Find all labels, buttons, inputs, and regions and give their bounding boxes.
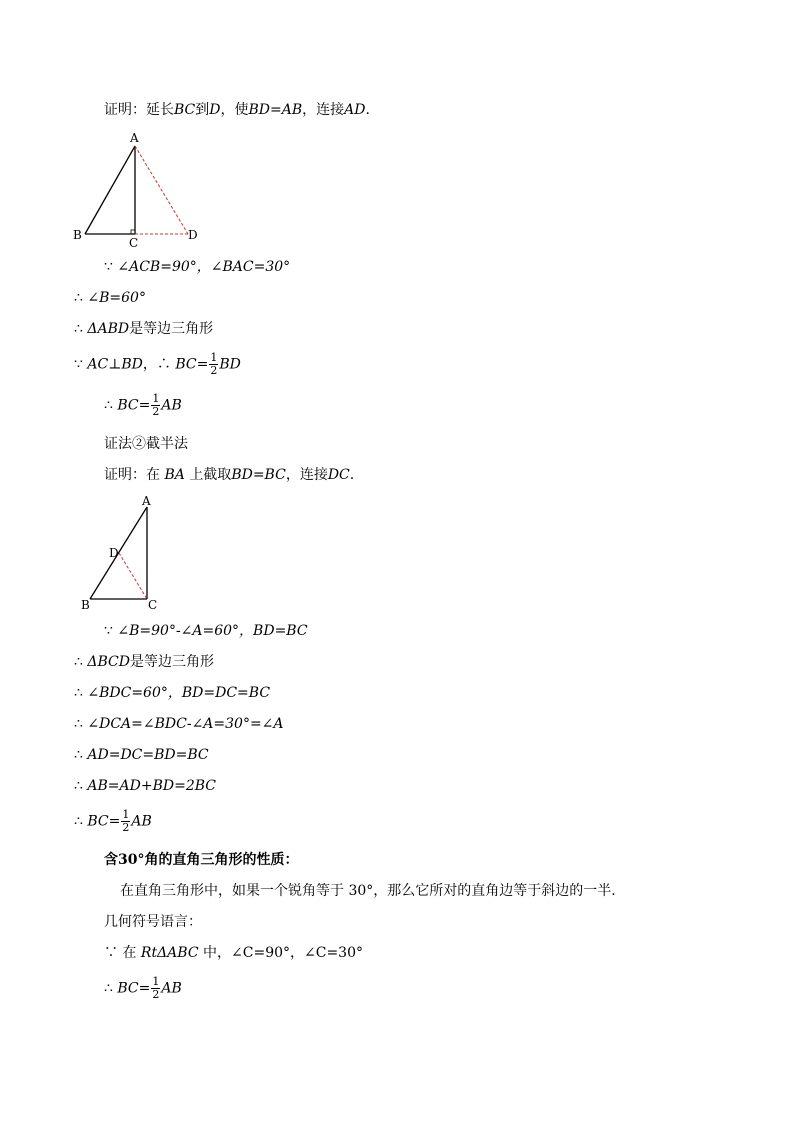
proof2-line-7: ∴ BC= $\frac{1}{2}$ AB [74, 808, 152, 834]
fig2-label-b: B [81, 598, 90, 612]
property-heading: 含30°角的直角三角形的性质： [104, 852, 299, 868]
proof1-line-4: ∵ AC⊥BD，∴ BC= $\frac{1}{2}$ BD [74, 351, 241, 377]
proof1-line-5: ∴ BC= $\frac{1}{2}$ AB [104, 392, 182, 418]
proof2-line-4: ∴ ∠DCA=∠BDC-∠A=30°=∠A [74, 716, 284, 732]
proof2-line-5: ∴ AD=DC=BD=BC [74, 747, 209, 763]
proof2-line-6: ∴ AB=AD+BD=2BC [74, 778, 216, 794]
fraction-one-half: $\frac{1}{2}$ [152, 392, 160, 418]
fraction-one-half: $\frac{1}{2}$ [152, 975, 160, 1001]
fig1-dashed-ad [135, 146, 188, 234]
proof2-method: 证法②截半法 [104, 436, 188, 452]
fig1-side-ab [85, 146, 135, 234]
property-line-1: ∵ 在 RtΔABC 中，∠C=90°，∠C=30° [104, 945, 363, 961]
proof2-intro: 证明：在 BA 上截取BD=BC，连接DC. [104, 467, 355, 483]
property-symbolic-label: 几何符号语言： [104, 914, 202, 930]
fig2-dashed-dc [119, 553, 147, 599]
fig2-label-c: C [148, 598, 158, 612]
proof1-line-1: ∵ ∠ACB=90°，∠BAC=30° [104, 259, 291, 275]
fig1-label-d: D [188, 228, 198, 242]
fig2-label-d: D [109, 546, 119, 560]
fraction-one-half: $\frac{1}{2}$ [210, 351, 218, 377]
proof2-line-1: ∵ ∠B=90°-∠A=60°，BD=BC [104, 623, 308, 639]
figure-2-triangle [75, 492, 175, 614]
fig1-label-a: A [130, 131, 139, 145]
property-line-2: ∴ BC= $\frac{1}{2}$ AB [104, 975, 182, 1001]
proof1-intro: 证明：延长BC到D，使BD=AB，连接AD. [104, 102, 370, 118]
fig1-label-c: C [129, 236, 139, 250]
proof2-line-3: ∴ ∠BDC=60°，BD=DC=BC [74, 685, 271, 701]
proof2-line-2: ∴ ΔBCD是等边三角形 [74, 654, 214, 670]
property-statement: 在直角三角形中，如果一个锐角等于 30°，那么它所对的直角边等于斜边的一半. [120, 883, 616, 899]
fig1-label-b: B [73, 228, 82, 242]
fig2-label-a: A [142, 494, 151, 508]
proof1-line-2: ∴ ∠B=60° [74, 290, 146, 306]
fraction-one-half: $\frac{1}{2}$ [122, 808, 130, 834]
proof1-line-3: ∴ ΔABD是等边三角形 [74, 321, 214, 337]
figure-1-triangle [70, 130, 210, 250]
